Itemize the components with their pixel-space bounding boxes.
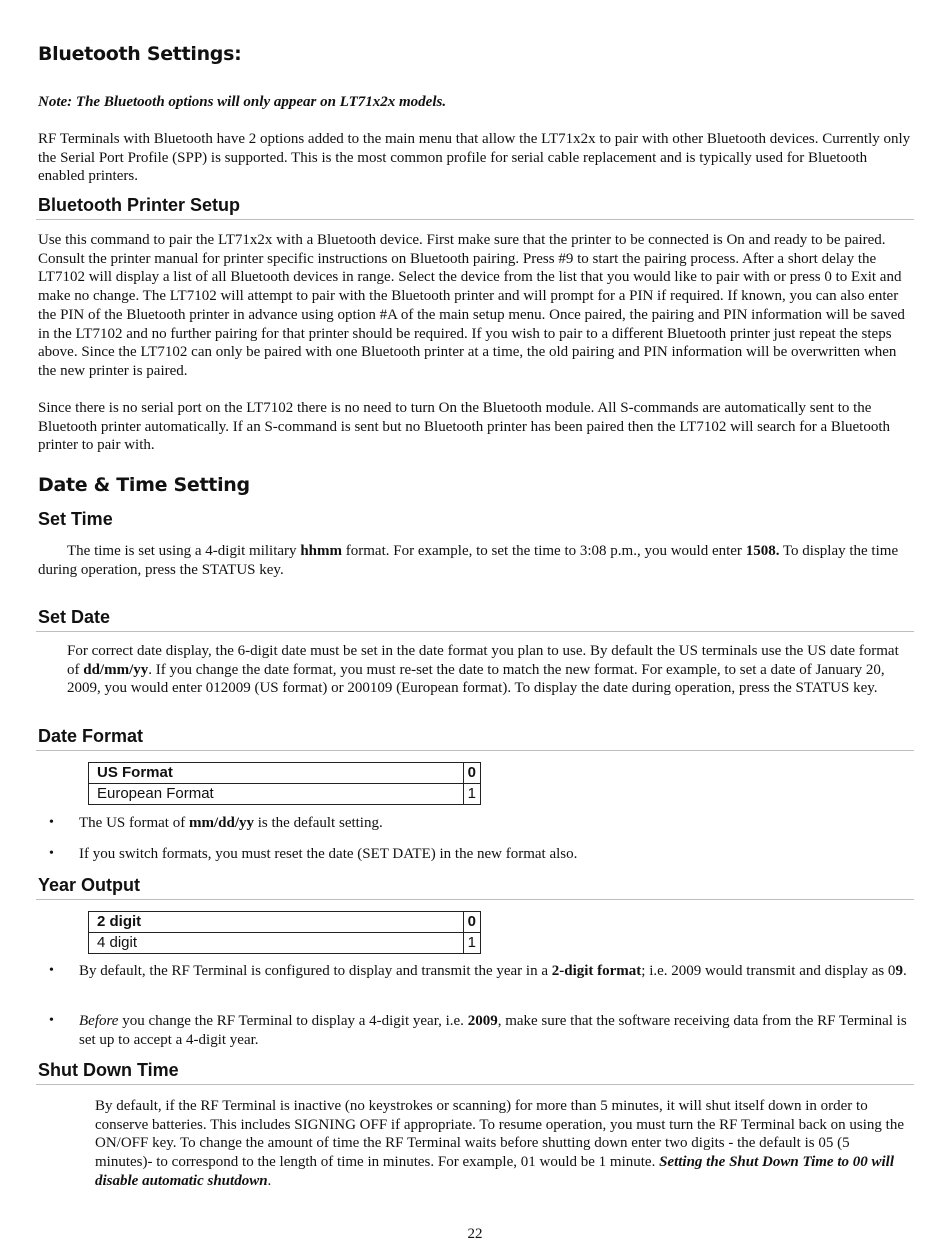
table-cell-value: 0 bbox=[463, 912, 480, 933]
heading-rule bbox=[36, 631, 914, 632]
table-cell-value: 1 bbox=[463, 933, 480, 954]
heading-set-time: Set Time bbox=[38, 509, 113, 529]
table-cell-value: 1 bbox=[463, 784, 480, 805]
year-output-table bbox=[88, 911, 481, 954]
shut-down-paragraph: By default, if the RF Terminal is inactive (no keystrokes or scanning) for more than 5 minutes, it will shut itself down in order to conserve batteries. This includes SIGNING OFF if appropriate. To resume operation, you must turn the RF Terminal back on using the ON/OFF key. To change the amount of time the RF Terminal waits before shutting down enter two digits - the default is 05 (5 minutes)- to correspond to the length of time in minutes. For example, 01 would be 1 minute. Setting the Shut Down Time to 00 will disable automatic shutdown. bbox=[95, 1098, 905, 1189]
bullet-icon: • bbox=[49, 963, 54, 978]
table-cell-label: 2 digit bbox=[89, 912, 464, 933]
year-output-bullet-1: By default, the RF Terminal is configured to display and transmit the year in a 2-digit format; i.e. 2009 would transmit and display as 09. bbox=[79, 963, 907, 979]
section-title-bluetooth: Bluetooth Settings: bbox=[38, 43, 242, 65]
table-row bbox=[89, 784, 481, 805]
page-number: 22 bbox=[467, 1226, 483, 1242]
date-format-bullet-2: If you switch formats, you must reset the date (SET DATE) in the new format also. bbox=[79, 846, 578, 862]
table-row bbox=[89, 933, 481, 954]
date-format-bullet-1: The US format of mm/dd/yy is the default setting. bbox=[79, 815, 383, 831]
heading-rule bbox=[36, 899, 914, 900]
table-row bbox=[89, 912, 481, 933]
bluetooth-note: Note: The Bluetooth options will only appear on LT71x2x models. bbox=[38, 94, 447, 110]
bullet-icon: • bbox=[49, 815, 54, 830]
set-date-paragraph: For correct date display, the 6-digit date must be set in the date format you plan to use. By default the US terminals use the US date format of dd/mm/yy. If you change the date format, you must re-set the date to match the new format. For example, to set a date of January 20, 2009, you would enter 012009 (US format) or 200109 (European format). To display the date during operation, press the STATUS key. bbox=[67, 643, 899, 697]
heading-bluetooth-printer-setup: Bluetooth Printer Setup bbox=[38, 195, 240, 215]
bullet-icon: • bbox=[49, 1013, 54, 1028]
table-cell-label: 4 digit bbox=[89, 933, 464, 954]
table-row bbox=[89, 763, 481, 784]
heading-rule bbox=[36, 1084, 914, 1085]
section-title-date-time: Date & Time Setting bbox=[38, 474, 250, 496]
table-cell-value: 0 bbox=[463, 763, 480, 784]
bluetooth-intro: RF Terminals with Bluetooth have 2 options added to the main menu that allow the LT71x2x to pair with other Bluetooth devices. Currently only the Serial Port Profile (SPP) is supported. This is the most common profile for serial cable replacement and is typically used for Bluetooth enabled printers. bbox=[38, 131, 911, 185]
printer-setup-paragraph-2: Since there is no serial port on the LT7102 there is no need to turn On the Bluetooth module. All S-commands are automatically sent to the Bluetooth printer automatically. If an S-command is sent but no Bluetooth printer has been paired then the LT7102 will search for a Bluetooth printer to pair with. bbox=[38, 400, 891, 454]
table-cell-label: European Format bbox=[89, 784, 464, 805]
heading-rule bbox=[36, 219, 914, 220]
heading-set-date: Set Date bbox=[38, 607, 111, 627]
printer-setup-paragraph-1: Use this command to pair the LT71x2x with a Bluetooth device. First make sure that the printer to be connected is On and ready to be paired. Consult the printer manual for printer specific instructions on Bluetooth pairing. Press #9 to start the pairing process. After a short delay the LT7102 will display a list of all Bluetooth devices in range. Select the device from the list that you would like to pair with or press 0 to Exit and make no change. The LT7102 will attempt to pair with the Bluetooth printer and will prompt for a PIN if required. If known, you can also enter the PIN of the Bluetooth printer in advance using option #A of the main setup menu. Once paired, the pairing and PIN information will be saved in the LT7102 and no further pairing for that printer should be required. If you wish to pair to a different Bluetooth printer just repeat the steps above. Since the LT7102 can only be paired with one Bluetooth printer at a time, the old pairing and PIN information will be overwritten when the new printer is paired. bbox=[38, 232, 905, 379]
heading-year-output: Year Output bbox=[38, 875, 141, 895]
bullet-icon: • bbox=[49, 846, 54, 861]
heading-rule bbox=[36, 750, 914, 751]
set-time-paragraph: The time is set using a 4-digit military hhmm format. For example, to set the time to 3:08 p.m., you would enter 1508. To display the time during operation, press the STATUS key. bbox=[38, 543, 899, 578]
date-format-table bbox=[88, 762, 481, 805]
heading-date-format: Date Format bbox=[38, 726, 144, 746]
table-cell-label: US Format bbox=[89, 763, 464, 784]
year-output-bullet-2: Before you change the RF Terminal to display a 4-digit year, i.e. 2009, make sure that the software receiving data from the RF Terminal is set up to accept a 4-digit year. bbox=[79, 1013, 907, 1048]
heading-shut-down-time: Shut Down Time bbox=[38, 1060, 179, 1080]
